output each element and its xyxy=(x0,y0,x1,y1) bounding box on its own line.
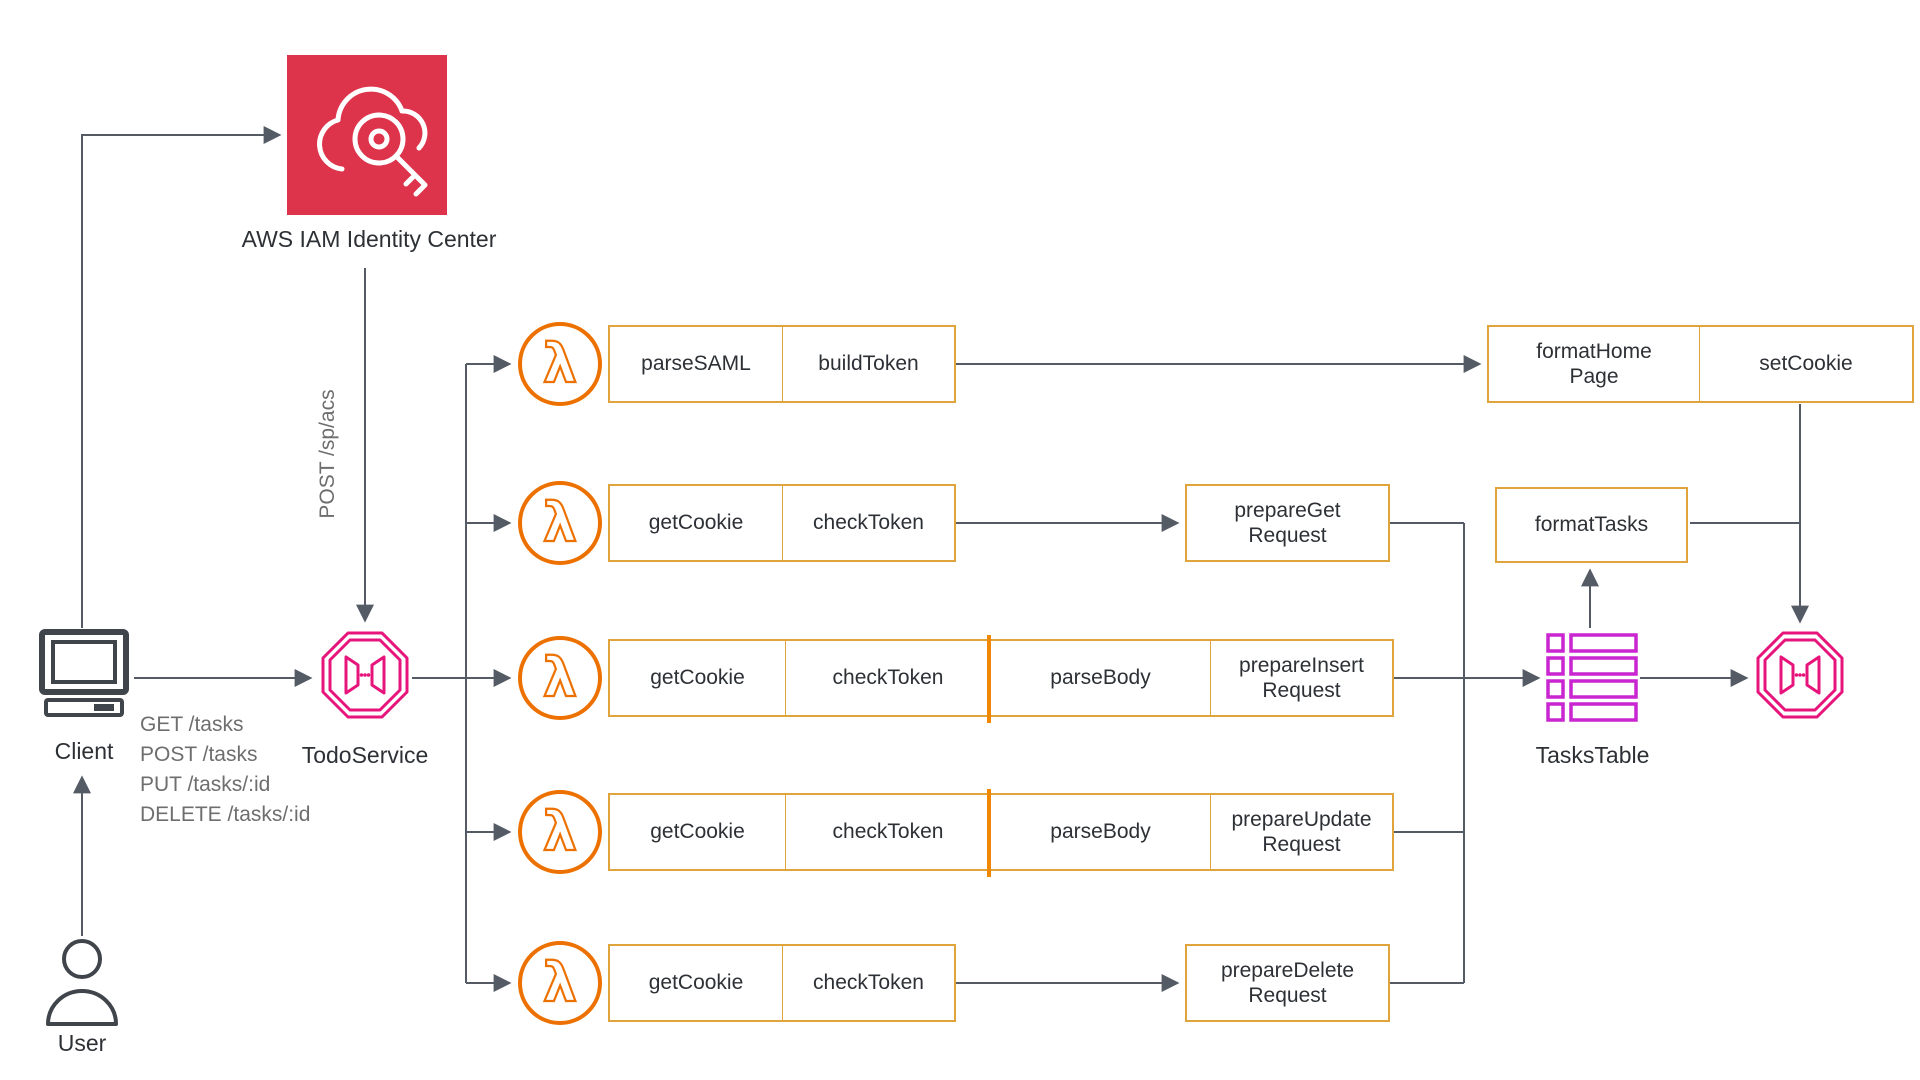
set-cookie-box: setCookie xyxy=(1699,327,1912,401)
pipeline-insert xyxy=(608,639,1394,717)
pipeline-step: checkToken xyxy=(785,641,990,715)
http-method-get: GET /tasks xyxy=(140,713,244,736)
client-computer-icon xyxy=(37,628,131,725)
pipeline-step: checkToken xyxy=(782,486,954,560)
pipeline-step: getCookie xyxy=(650,820,745,844)
lambda-icon xyxy=(517,789,603,875)
pipeline-update xyxy=(608,793,1394,871)
lambda-icon xyxy=(517,940,603,1026)
pipeline-separator xyxy=(987,789,991,877)
pipeline-step: checkToken xyxy=(782,946,954,1020)
svg-text:λ: λ xyxy=(542,800,578,863)
pipeline-step: parseBody xyxy=(990,795,1210,869)
http-method-put: PUT /tasks/:id xyxy=(140,773,271,796)
home-page-output xyxy=(1487,325,1914,403)
svg-text:λ: λ xyxy=(542,491,578,554)
http-methods-edge-labels xyxy=(140,710,310,830)
pipeline-step: getCookie xyxy=(648,511,744,535)
pipeline-get xyxy=(608,484,956,562)
iam-identity-center-label: AWS IAM Identity Center xyxy=(241,226,497,252)
user-label: User xyxy=(57,1030,107,1056)
pipeline-step: prepareInsert Request xyxy=(1210,641,1392,715)
pipeline-step: parseBody xyxy=(990,641,1210,715)
pipeline-login xyxy=(608,325,956,403)
pipeline-step: buildToken xyxy=(782,327,954,401)
user-icon xyxy=(40,936,124,1035)
lambda-icon xyxy=(517,635,603,721)
pipeline-step: getCookie xyxy=(648,971,744,995)
http-method-delete: DELETE /tasks/:id xyxy=(140,803,311,826)
taskstable-label: TasksTable xyxy=(1535,742,1650,768)
format-tasks-box: formatTasks xyxy=(1495,487,1688,563)
api-gateway-todoservice-icon xyxy=(318,628,412,722)
api-gateway-response-icon xyxy=(1753,628,1847,722)
todoservice-label: TodoService xyxy=(301,742,429,768)
dynamodb-table-icon xyxy=(1545,632,1639,729)
svg-text:λ: λ xyxy=(542,951,578,1014)
format-home-page-box: formatHome Page xyxy=(1536,339,1652,388)
http-method-post: POST /tasks xyxy=(140,743,258,766)
pipeline-step: prepareUpdate Request xyxy=(1210,795,1392,869)
prepare-delete-request-box: prepareDelete Request xyxy=(1185,944,1390,1022)
svg-text:λ: λ xyxy=(542,332,578,395)
prepare-get-request-box: prepareGet Request xyxy=(1185,484,1390,562)
lambda-icon xyxy=(517,480,603,566)
pipeline-step: parseSAML xyxy=(641,352,751,376)
iam-identity-center-icon xyxy=(287,55,447,215)
svg-text:λ: λ xyxy=(542,646,578,709)
lambda-icon xyxy=(517,321,603,407)
pipeline-step: getCookie xyxy=(650,666,745,690)
pipeline-separator xyxy=(987,635,991,723)
client-label: Client xyxy=(54,738,114,764)
pipeline-step: checkToken xyxy=(785,795,990,869)
pipeline-delete xyxy=(608,944,956,1022)
saml-post-edge-label: POST /sp/acs xyxy=(316,389,339,519)
